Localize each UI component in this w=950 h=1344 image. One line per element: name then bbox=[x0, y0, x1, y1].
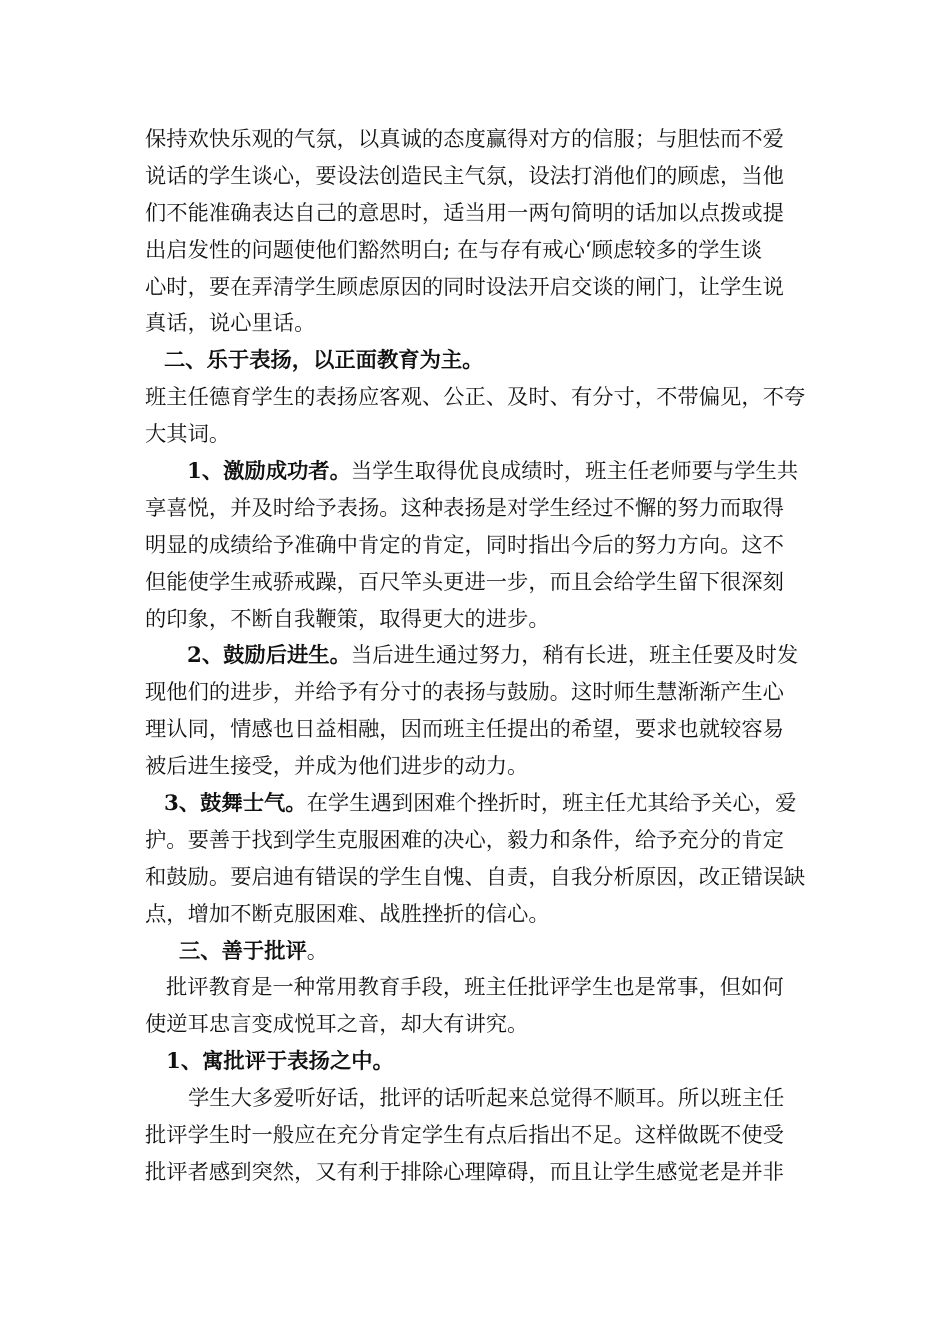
body-line: 和鼓励。要启迪有错误的学生自愧、自责，自我分析原因，改正错误缺 bbox=[145, 864, 806, 890]
document-body bbox=[145, 122, 809, 1192]
body-line: 学生大多爱听好话，批评的话听起来总觉得不顺耳。所以班主任 bbox=[188, 1086, 785, 1112]
subsection-heading: 1、激励成功者。 bbox=[187, 459, 351, 485]
body-line: 现他们的进步，并给予有分寸的表扬与鼓励。这时师生慧渐渐产生心 bbox=[145, 680, 784, 706]
body-line: 理认同，情感也日益相融，因而班主任提出的希望，要求也就较容易 bbox=[145, 717, 784, 743]
subsection-line bbox=[145, 786, 809, 823]
body-line: 真话，说心里话。 bbox=[145, 311, 316, 337]
body-line: 出启发性的问题使他们豁然明白; 在与存有戒心‘顾虑较多的学生谈 bbox=[145, 237, 763, 263]
body-line: 点，增加不断克服困难、战胜挫折的信心。 bbox=[145, 901, 550, 927]
subsection-heading: 1、寓批评于表扬之中。 bbox=[166, 1049, 394, 1075]
body-line: 保持欢快乐观的气氛，以真诚的态度赢得对方的信服；与胆怯而不爱 bbox=[145, 127, 784, 152]
section-heading-text: 三、善于批评 bbox=[179, 938, 307, 964]
body-line: 享喜悦，并及时给予表扬。这种表扬是对学生经过不懈的努力而取得 bbox=[145, 495, 784, 521]
subsection-heading: 3、鼓舞士气。 bbox=[164, 791, 307, 817]
subsection-heading: 2、鼓励后进生。 bbox=[187, 643, 351, 669]
subsection-text: 在学生遇到困难个挫折时，班主任尤其给予关心，爱 bbox=[306, 791, 797, 817]
subsection-text: 当后进生通过努力，稍有长进，班主任要及时发 bbox=[350, 643, 799, 669]
body-line: 批评者感到突然，又有利于排除心理障碍，而且让学生感觉老是并非 bbox=[145, 1159, 784, 1185]
body-line: 批评教育是一种常用教育手段，班主任批评学生也是常事，但如何 bbox=[166, 975, 784, 1001]
body-line: 心时，要在弄清学生顾虑原因的同时设法开启交谈的闸门，让学生说 bbox=[145, 274, 784, 300]
subsection-line bbox=[145, 454, 809, 491]
section-heading-text: 二、乐于表扬，以正面教育为主。 bbox=[164, 348, 484, 374]
body-line: 使逆耳忠言变成悦耳之音，却大有讲究。 bbox=[145, 1012, 529, 1038]
body-line: 的印象，不断自我鞭策，取得更大的进步。 bbox=[145, 606, 550, 632]
body-line: 护。要善于找到学生克服困难的决心，毅力和条件，给予充分的肯定 bbox=[145, 827, 784, 853]
subsection-line bbox=[145, 1044, 809, 1081]
body-line: 明显的成绩给予准确中肯定的肯定，同时指出今后的努力方向。这不 bbox=[145, 532, 784, 558]
section-heading-2 bbox=[145, 343, 809, 380]
body-line: 班主任德育学生的表扬应客观、公正、及时、有分寸，不带偏见，不夸 bbox=[145, 385, 806, 411]
subsection-text: 当学生取得优良成绩时，班主任老师要与学生共 bbox=[350, 459, 799, 485]
body-line: 们不能准确表达自己的意思时，适当用一两句简明的话加以点拨或提 bbox=[145, 200, 784, 226]
section-heading-rest: 。 bbox=[306, 938, 329, 964]
body-line: 但能使学生戒骄戒躁，百尺竿头更进一步，而且会给学生留下很深刻 bbox=[145, 569, 784, 595]
body-line: 批评学生时一般应在充分肯定学生有点后指出不足。这样做既不使受 bbox=[145, 1123, 784, 1149]
body-line: 说话的学生谈心，要设法创造民主气氛，设法打消他们的顾虑，当他 bbox=[145, 163, 784, 189]
section-heading-3 bbox=[145, 934, 809, 971]
body-line: 大其词。 bbox=[145, 422, 231, 448]
body-line: 被后进生接受，并成为他们进步的动力。 bbox=[145, 754, 529, 780]
subsection-line bbox=[145, 638, 809, 675]
